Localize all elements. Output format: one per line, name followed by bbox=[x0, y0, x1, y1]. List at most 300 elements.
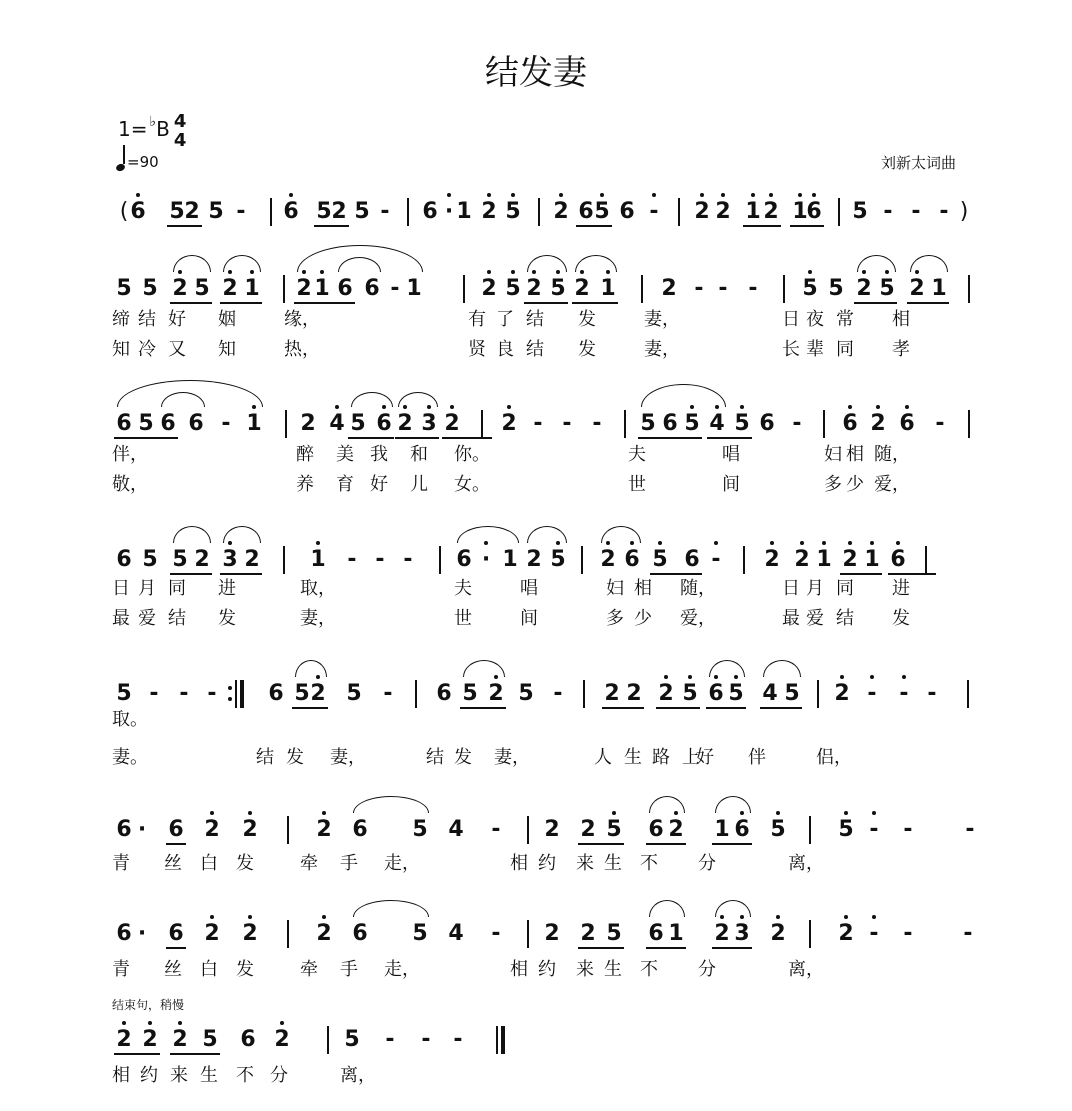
lyric-char: 取， bbox=[300, 578, 336, 599]
lyric-char: 侣， bbox=[816, 747, 852, 768]
lyric-char: 爱 bbox=[806, 608, 824, 629]
dash-sustain: - bbox=[380, 199, 390, 224]
slur-arc bbox=[223, 526, 261, 543]
lyric-char: 分 bbox=[270, 1065, 288, 1086]
lyric-char: 生 bbox=[604, 959, 622, 980]
dash-sustain: - bbox=[883, 199, 893, 224]
note: 4 bbox=[329, 411, 345, 436]
lyric-char: 取。 bbox=[112, 709, 148, 730]
lyric-char: 贤 bbox=[468, 339, 486, 360]
bar-line bbox=[415, 680, 417, 708]
lyric-char: 孝 bbox=[892, 339, 910, 360]
note: 4 bbox=[448, 921, 464, 946]
note: 3 bbox=[222, 547, 238, 572]
slur-arc bbox=[353, 796, 429, 813]
note: 2 bbox=[668, 817, 684, 842]
octave-dot-above bbox=[776, 811, 780, 815]
note: 2 bbox=[764, 547, 780, 572]
lyric-char: 青 bbox=[112, 853, 130, 874]
octave-dot-above bbox=[511, 270, 515, 274]
quarter-note-stem bbox=[123, 145, 125, 164]
lyric-char: 路 bbox=[652, 747, 670, 768]
bar-line bbox=[743, 546, 745, 574]
note: 6 bbox=[708, 681, 724, 706]
slur-arc bbox=[649, 900, 685, 917]
lyric-char: 少 bbox=[846, 474, 864, 495]
note: 2 bbox=[526, 547, 542, 572]
ending-instruction: 结束句，稍慢 bbox=[112, 998, 185, 1012]
note: 5 bbox=[194, 276, 210, 301]
lyric-char: 结 bbox=[836, 608, 854, 629]
slur-arc bbox=[527, 526, 567, 543]
lyric-char: 伴 bbox=[748, 747, 766, 768]
note: 6 bbox=[624, 547, 640, 572]
lyric-char: 手 bbox=[340, 853, 358, 874]
note: 5 bbox=[518, 681, 534, 706]
note: 5 bbox=[606, 921, 622, 946]
octave-dot-above bbox=[848, 541, 852, 545]
dash-sustain: - bbox=[899, 681, 909, 706]
underline-beam bbox=[707, 437, 752, 439]
note: 2 bbox=[300, 411, 316, 436]
notes-row bbox=[0, 810, 1072, 850]
bar-line bbox=[817, 680, 819, 708]
octave-dot-above bbox=[700, 193, 704, 197]
note: 1 bbox=[792, 199, 808, 224]
note: 5 bbox=[208, 199, 224, 224]
underline-beam bbox=[294, 302, 355, 304]
lyric-row-1 bbox=[0, 1062, 1072, 1090]
lyric-char: 同 bbox=[168, 578, 186, 599]
octave-dot-above bbox=[740, 405, 744, 409]
dot-augmentation: · bbox=[137, 817, 147, 842]
repeat-bar-thick bbox=[240, 680, 244, 708]
octave-dot-above bbox=[905, 405, 909, 409]
final-bar-thin bbox=[496, 1026, 498, 1054]
underline-beam bbox=[442, 437, 492, 439]
lyric-char: 唱 bbox=[520, 578, 538, 599]
dash-sustain: - bbox=[927, 681, 937, 706]
lyric-char: 结 bbox=[168, 608, 186, 629]
slur-arc bbox=[709, 660, 745, 677]
note: 6 bbox=[352, 921, 368, 946]
note: 6 bbox=[116, 547, 132, 572]
slur-arc bbox=[575, 255, 617, 272]
lyric-char: 好 bbox=[696, 747, 714, 768]
bar-line bbox=[287, 816, 289, 844]
dash-sustain: - bbox=[221, 411, 231, 436]
lyric-char: 进 bbox=[218, 578, 236, 599]
bar-line bbox=[809, 816, 811, 844]
note: 2 bbox=[553, 199, 569, 224]
lyric-char: 相 bbox=[892, 309, 910, 330]
octave-dot-above bbox=[844, 811, 848, 815]
note: 2 bbox=[222, 276, 238, 301]
slur-arc bbox=[601, 526, 641, 543]
lyric-char: 知 bbox=[218, 339, 236, 360]
slur-arc bbox=[351, 392, 393, 407]
octave-dot-above bbox=[721, 193, 725, 197]
note: 5 bbox=[684, 411, 700, 436]
lyric-char: 分 bbox=[698, 959, 716, 980]
lyric-char: 牵 bbox=[300, 853, 318, 874]
octave-dot-above bbox=[450, 405, 454, 409]
octave-dot-above bbox=[776, 915, 780, 919]
underline-beam bbox=[348, 437, 394, 439]
bar-line bbox=[283, 546, 285, 574]
note: 2 bbox=[501, 411, 517, 436]
key-note: B bbox=[156, 117, 170, 141]
bar-line bbox=[809, 920, 811, 948]
bar-line bbox=[270, 198, 272, 226]
lyric-char: 走， bbox=[384, 853, 420, 874]
note: 5 bbox=[116, 276, 132, 301]
note: 5 bbox=[142, 276, 158, 301]
lyric-char: 最 bbox=[112, 608, 130, 629]
octave-dot-above bbox=[322, 811, 326, 815]
note: 2 bbox=[794, 547, 810, 572]
slur-arc bbox=[649, 796, 685, 813]
dash-sustain: - bbox=[748, 276, 758, 301]
lyric-char: 多 bbox=[606, 608, 624, 629]
lyric-char: 生 bbox=[604, 853, 622, 874]
lyric-row-1 bbox=[0, 706, 1072, 734]
lyric-char: 有 bbox=[468, 309, 486, 330]
note: 2 bbox=[204, 817, 220, 842]
note: 4 bbox=[762, 681, 778, 706]
lyric-char: 同 bbox=[836, 578, 854, 599]
note: 5 bbox=[505, 276, 521, 301]
note: 5 bbox=[852, 199, 868, 224]
lyric-row-1 bbox=[0, 441, 1072, 469]
dash-sustain: - bbox=[965, 817, 975, 842]
lyric-char: 我 bbox=[370, 444, 388, 465]
note: 6 bbox=[759, 411, 775, 436]
note: 6 bbox=[188, 411, 204, 436]
lyric-char: 冷 bbox=[138, 339, 156, 360]
bar-line bbox=[407, 198, 409, 226]
octave-dot-above bbox=[559, 193, 563, 197]
dash-sustain: - bbox=[236, 199, 246, 224]
lyric-char: 日 bbox=[782, 578, 800, 599]
octave-dot-above bbox=[822, 541, 826, 545]
lyric-char: 白 bbox=[200, 853, 218, 874]
note: 6 bbox=[116, 921, 132, 946]
note: 5 bbox=[550, 276, 566, 301]
lyric-char: 辈 bbox=[806, 339, 824, 360]
parenthesis: ( bbox=[119, 199, 129, 224]
dash-sustain: - bbox=[390, 276, 400, 301]
underline-beam bbox=[712, 947, 752, 949]
note: 5 bbox=[344, 1027, 360, 1052]
octave-dot-above bbox=[248, 811, 252, 815]
note: 6 bbox=[240, 1027, 256, 1052]
octave-dot-above bbox=[178, 1021, 182, 1025]
octave-dot-above bbox=[770, 541, 774, 545]
note: 2 bbox=[604, 681, 620, 706]
dash-sustain: - bbox=[869, 921, 879, 946]
time-top: 4 bbox=[173, 110, 187, 132]
lyric-char: 唱 bbox=[722, 444, 740, 465]
repeat-dot bbox=[228, 686, 232, 690]
note: 5 bbox=[354, 199, 370, 224]
lyric-char: 不 bbox=[640, 853, 658, 874]
lyric-char: 生 bbox=[200, 1065, 218, 1086]
underline-beam bbox=[907, 302, 949, 304]
dash-sustain: - bbox=[347, 547, 357, 572]
dash-sustain: - bbox=[453, 1027, 463, 1052]
octave-dot-above bbox=[848, 405, 852, 409]
slur-arc bbox=[715, 900, 751, 917]
lyric-char: 相 bbox=[510, 853, 528, 874]
lyric-char: 热， bbox=[284, 339, 320, 360]
note: 6 bbox=[578, 199, 594, 224]
lyric-char: 知 bbox=[112, 339, 130, 360]
octave-dot-above bbox=[652, 193, 656, 197]
composer-credit: 刘新太词曲 bbox=[880, 154, 956, 172]
note: 2 bbox=[316, 921, 332, 946]
note: 5 bbox=[802, 276, 818, 301]
bar-line bbox=[538, 198, 540, 226]
note: 2 bbox=[142, 1027, 158, 1052]
repeat-bar-thin bbox=[235, 680, 237, 708]
dash-sustain: - bbox=[911, 199, 921, 224]
octave-dot-above bbox=[335, 405, 339, 409]
dash-sustain: - bbox=[694, 276, 704, 301]
lyric-char: 分 bbox=[698, 853, 716, 874]
dash-sustain: - bbox=[491, 817, 501, 842]
note: 1 bbox=[456, 199, 472, 224]
bar-line bbox=[678, 198, 680, 226]
dash-sustain: - bbox=[711, 547, 721, 572]
lyric-char: 和 bbox=[410, 444, 428, 465]
lyric-char: 相 bbox=[634, 578, 652, 599]
lyric-char: 世 bbox=[628, 474, 646, 495]
underline-beam bbox=[167, 225, 202, 227]
dash-sustain: - bbox=[375, 547, 385, 572]
note: 5 bbox=[138, 411, 154, 436]
lyric-char: 你。 bbox=[454, 444, 490, 465]
notes-row bbox=[0, 404, 1072, 444]
lyric-char: 日 bbox=[782, 309, 800, 330]
lyric-char: 儿 bbox=[410, 474, 428, 495]
note: 1 bbox=[246, 411, 262, 436]
lyric-char: 发 bbox=[892, 608, 910, 629]
bar-line bbox=[823, 410, 825, 438]
tempo-mark bbox=[116, 148, 159, 176]
lyric-char: 良 bbox=[496, 339, 514, 360]
lyric-char: 来 bbox=[170, 1065, 188, 1086]
lyric-char: 发 bbox=[454, 747, 472, 768]
slur-arc bbox=[353, 900, 429, 917]
note: 6 bbox=[806, 199, 822, 224]
dash-sustain: - bbox=[421, 1027, 431, 1052]
lyric-char: 离， bbox=[788, 853, 824, 874]
lyric-char: 离， bbox=[340, 1065, 376, 1086]
lyric-char: 最 bbox=[782, 608, 800, 629]
note: 2 bbox=[909, 276, 925, 301]
underline-beam bbox=[572, 302, 618, 304]
lyric-char: 上 bbox=[682, 747, 700, 768]
note: 2 bbox=[481, 276, 497, 301]
slur-arc bbox=[463, 660, 505, 677]
lyric-char: 间 bbox=[722, 474, 740, 495]
note: 5 bbox=[838, 817, 854, 842]
note: 5 bbox=[505, 199, 521, 224]
octave-dot-above bbox=[902, 675, 906, 679]
lyric-row-2 bbox=[0, 471, 1072, 499]
note: 6 bbox=[160, 411, 176, 436]
lyric-char: 妻， bbox=[494, 747, 530, 768]
lyric-char: 生 bbox=[624, 747, 642, 768]
octave-dot-above bbox=[511, 193, 515, 197]
note: 5 bbox=[116, 681, 132, 706]
lyric-char: 来 bbox=[576, 853, 594, 874]
lyric-char: 夫 bbox=[628, 444, 646, 465]
lyric-char: 又 bbox=[168, 339, 186, 360]
note: 2 bbox=[116, 1027, 132, 1052]
octave-dot-above bbox=[210, 915, 214, 919]
note: 2 bbox=[310, 681, 326, 706]
dash-sustain: - bbox=[179, 681, 189, 706]
slur-arc bbox=[173, 255, 211, 272]
note: 1 bbox=[600, 276, 616, 301]
note: 2 bbox=[714, 921, 730, 946]
note: 3 bbox=[734, 921, 750, 946]
note: 6 bbox=[890, 547, 906, 572]
note: 2 bbox=[626, 681, 642, 706]
note: 6 bbox=[734, 817, 750, 842]
note: 5 bbox=[640, 411, 656, 436]
bar-line bbox=[783, 275, 785, 303]
note: 2 bbox=[204, 921, 220, 946]
lyric-char: 女。 bbox=[454, 474, 490, 495]
underline-beam bbox=[395, 437, 439, 439]
lyric-char: 姻 bbox=[218, 309, 236, 330]
lyric-row-1 bbox=[0, 306, 1072, 334]
lyric-char: 敬， bbox=[112, 474, 148, 495]
slur-arc bbox=[457, 526, 519, 543]
note: 1 bbox=[310, 547, 326, 572]
octave-dot-above bbox=[714, 541, 718, 545]
lyric-char: 月 bbox=[138, 578, 156, 599]
lyric-char: 夫 bbox=[454, 578, 472, 599]
octave-dot-above bbox=[870, 675, 874, 679]
dash-sustain: - bbox=[935, 411, 945, 436]
lyric-char: 妻， bbox=[644, 339, 680, 360]
underline-beam bbox=[166, 843, 186, 845]
final-bar-thick bbox=[501, 1026, 505, 1054]
lyric-char: 牵 bbox=[300, 959, 318, 980]
note: 5 bbox=[412, 817, 428, 842]
note: 6 bbox=[648, 921, 664, 946]
lyric-char: 缘， bbox=[284, 309, 320, 330]
notes-row bbox=[0, 540, 1072, 580]
note: 5 bbox=[828, 276, 844, 301]
octave-dot-above bbox=[136, 193, 140, 197]
note: 2 bbox=[580, 921, 596, 946]
lyric-char: 相 bbox=[846, 444, 864, 465]
note: 2 bbox=[658, 681, 674, 706]
underline-beam bbox=[638, 437, 702, 439]
lyric-char: 间 bbox=[520, 608, 538, 629]
lyric-char: 结 bbox=[426, 747, 444, 768]
slur-arc bbox=[527, 255, 567, 272]
note: 6 bbox=[283, 199, 299, 224]
octave-dot-above bbox=[248, 915, 252, 919]
dash-sustain: - bbox=[867, 681, 877, 706]
note: 5 bbox=[462, 681, 478, 706]
bar-line bbox=[481, 410, 483, 438]
slur-arc bbox=[223, 255, 261, 272]
slur-arc bbox=[857, 255, 896, 272]
underline-beam bbox=[524, 302, 568, 304]
octave-dot-above bbox=[289, 193, 293, 197]
lyric-char: 妻， bbox=[300, 608, 336, 629]
lyric-row-1 bbox=[0, 850, 1072, 878]
octave-dot-above bbox=[800, 541, 804, 545]
note: 3 bbox=[421, 411, 437, 436]
notes-row bbox=[0, 1020, 1072, 1060]
underline-beam bbox=[166, 947, 186, 949]
lyric-char: 美 bbox=[336, 444, 354, 465]
note: 1 bbox=[864, 547, 880, 572]
key-flat: ♭ bbox=[149, 114, 157, 130]
note: 1 bbox=[668, 921, 684, 946]
note: 2 bbox=[763, 199, 779, 224]
bar-line bbox=[527, 816, 529, 844]
lyric-char: 丝 bbox=[164, 853, 182, 874]
lyric-char: 离， bbox=[788, 959, 824, 980]
lyric-char: 发 bbox=[578, 309, 596, 330]
bar-line bbox=[285, 410, 287, 438]
note: 4 bbox=[448, 817, 464, 842]
bar-line bbox=[838, 198, 840, 226]
dash-sustain: - bbox=[553, 681, 563, 706]
note: 4 bbox=[709, 411, 725, 436]
lyric-char: 妻， bbox=[644, 309, 680, 330]
note: 5 bbox=[652, 547, 668, 572]
bar-line bbox=[967, 680, 969, 708]
note: 1 bbox=[816, 547, 832, 572]
note: 2 bbox=[526, 276, 542, 301]
underline-beam bbox=[314, 225, 349, 227]
slur-arc bbox=[398, 392, 438, 407]
note: 2 bbox=[574, 276, 590, 301]
lyric-char: 发 bbox=[286, 747, 304, 768]
lyric-char: 日 bbox=[112, 578, 130, 599]
lyric-char: 爱， bbox=[680, 608, 716, 629]
note: 2 bbox=[331, 199, 347, 224]
lyric-char: 丝 bbox=[164, 959, 182, 980]
note: 6 bbox=[684, 547, 700, 572]
octave-dot-above bbox=[870, 541, 874, 545]
bar-line bbox=[624, 410, 626, 438]
underline-beam bbox=[854, 302, 897, 304]
note: 6 bbox=[376, 411, 392, 436]
lyric-char: 常 bbox=[836, 309, 854, 330]
note: 2 bbox=[694, 199, 710, 224]
note: 2 bbox=[838, 921, 854, 946]
lyric-char: 多 bbox=[824, 474, 842, 495]
note: 1 bbox=[745, 199, 761, 224]
note: 6 bbox=[116, 411, 132, 436]
lyric-char: 人 bbox=[594, 747, 612, 768]
note: 6 bbox=[619, 199, 635, 224]
dot-augmentation: · bbox=[481, 547, 491, 572]
lyric-char: 随， bbox=[680, 578, 716, 599]
octave-dot-above bbox=[896, 541, 900, 545]
